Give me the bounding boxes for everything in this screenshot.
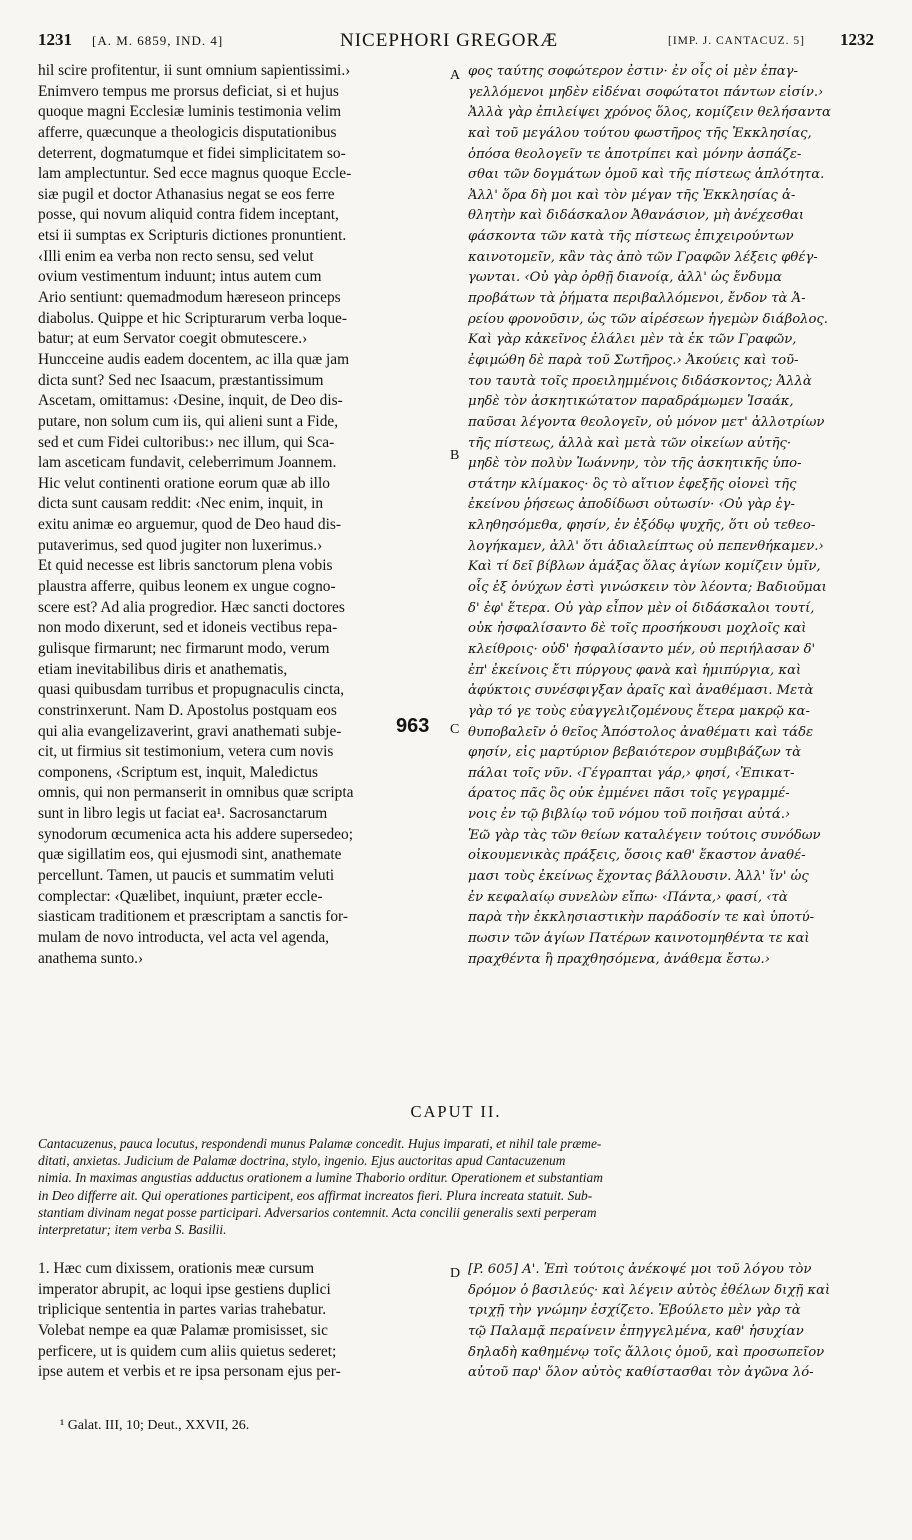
footnote: ¹ Galat. III, 10; Deut., XXVII, 26. [60, 1418, 250, 1433]
greek-text-line: μηδὲ τὸν ἀσκητικώτατον παραδράμωμεν Ἰσαάκ, [468, 394, 794, 410]
greek-text-line: ἐπ' ἐκείνοις ἔτι πύργους φανὰ καὶ ἡμιπύργια, καὶ [468, 662, 802, 678]
latin-text-line: hil scire profitentur, ii sunt omnium sapientissimi.› [38, 62, 351, 79]
greek-text-line: πωσιν τῶν ἁγίων Πατέρων καινοτομηθέντα τε καὶ [468, 930, 810, 946]
latin-text-line: sed et cum Fidei cultoribus:› nec illum, qui Sca- [38, 433, 335, 451]
greek-text-line: γὰρ τό γε τοὺς εὐαγγελιζομένους ἕτερα μακρῷ κα- [468, 703, 810, 719]
latin-text-line: plaustra afferre, quibus leonem ex ungue cogno- [38, 578, 336, 596]
latin-text-line: 1. Hæc cum dixissem, orationis meæ cursum [38, 1260, 315, 1277]
greek-text-line: ρείου φρονοῦσιν, ὡς τῶν αἱρέσεων ἡγεμὼν διάβολος. [468, 311, 829, 327]
greek-text-line: άρατος πᾶς ὃς οὐκ ἐμμένει πᾶσι τοῖς γεγραμμέ- [468, 786, 790, 802]
latin-text-line: omnis, qui non permanserit in omnibus quæ scripta [38, 784, 354, 802]
greek-text-line: τῷ Παλαμᾷ περαίνειν ἐπηγγελμένα, καθ' ἡσυχίαν [468, 1323, 804, 1339]
greek-text-line: νοις ἐν τῷ βιβλίῳ τοῦ νόμου τοῦ ποιῆσαι αὐτά.› [468, 807, 791, 823]
greek-text-line: αὐτοῦ παρ' ὅλον αὐτὸς καθίστασθαι τὸν ἀγῶνα λό- [468, 1365, 814, 1381]
latin-text-line: scere est? Ad alia progredior. Hæc sancti doctores [38, 598, 345, 616]
greek-text-line: δηλαδὴ καθημένῳ τοῖς ἄλλοις ὁμοῦ, καὶ προσωπεῖον [468, 1344, 825, 1360]
latin-text-line: complectar: ‹Quælibet, inquiunt, præter eccle- [38, 887, 323, 905]
latin-text-line: ipse autem et verbis et re ipsa personam ejus per- [38, 1363, 341, 1381]
latin-text-line: quoque magni Ecclesiæ luminis testimonia velim [38, 103, 342, 121]
summary-line: stantiam divinam negat posse participari. Adversarios contemnit. Acta concilii generalis sexti perperam [38, 1204, 597, 1220]
latin-text-line: qui alia evangelizaverint, gravi anathemati subje- [38, 722, 342, 740]
margin-marker-c: C [450, 722, 460, 737]
greek-text-line: Ἐῶ γὰρ τὰς τῶν θείων καταλέγειν τούτοις συνόδων [468, 827, 821, 843]
left-page-number: 1231 [38, 30, 72, 49]
greek-text-line: Ἀλλὰ γὰρ ἐπιλείψει χρόνος ὅλος, κομίζειν θελήσαντα [468, 105, 831, 121]
running-title: NICEPHORI GREGORÆ [340, 30, 559, 51]
greek-text-line: παρὰ τὴν ἐκκλησιαστικὴν παράδοσίν τε καὶ ὑποτύ- [468, 910, 815, 926]
latin-text-line: imperator abrupit, ac loqui ipse gestiens duplici [38, 1280, 331, 1298]
greek-column-top [468, 62, 878, 970]
greek-text-line: τῆς πίστεως, ἀλλὰ καὶ μετὰ τῶν οἰκείων αὐτῆς· [468, 435, 792, 451]
latin-text-line: synodorum œcumenica acta his addere supersedeo; [38, 825, 353, 843]
greek-text-line: Καὶ γὰρ κἀκεῖνος ἐλάλει μὲν τὰ ἐκ τῶν Γραφῶν, [468, 332, 797, 348]
right-running-info: [IMP. J. CANTACUZ. 5] [668, 35, 805, 47]
greek-text-line: γελλόμενοι μηδὲν εἰδέναι σοφώτατοι πάντων εἰσίν.› [468, 84, 824, 100]
latin-text-line: dicta sunt causam reddit: ‹Nec enim, inquit, in [38, 495, 324, 513]
greek-text-line: Καὶ τί δεῖ βίβλων ἁμάξας ὅλας ἁγίων κομίζειν ὑμῖν, [468, 559, 821, 575]
latin-text-line: exitu animæ eo arguemur, quod de Deo haud dis- [38, 516, 341, 534]
latin-text-line: Enimvero tempus me prorsus deficiat, si et hujus [38, 82, 339, 100]
latin-text-line: mulam de novo introducta, vel acta vel agenda, [38, 928, 330, 946]
greek-text-line: μασι τοὺς ἐκείνως ἔχοντας βάλλουσιν. Ἀλλ' ἵν' ὡς [468, 868, 809, 884]
latin-text-line: afferre, quæcunque a theologicis disputationibus [38, 123, 337, 141]
greek-text-line: ἀφύκτοις συνέσφιγξαν ἀραῖς καὶ ἀναθέμασι. Μετὰ [468, 683, 814, 699]
margin-marker-d: D [450, 1266, 461, 1281]
greek-text-line: του ταυτὰ τοῖς προειλημμένοις διδάσκοντος; Ἀλλὰ [468, 373, 812, 389]
left-running-info: [A. M. 6859, IND. 4] [92, 33, 224, 48]
greek-text-line: οἷς ἐξ ὀνύχων ἐστὶ γινώσκειν τὸν λέοντα; Βαδιοῦμαι [468, 580, 827, 596]
latin-text-line: quasi quibusdam turribus et propugnaculis cincta, [38, 681, 345, 699]
latin-text-line: diabolus. Quippe et hic Scripturarum verba loque- [38, 309, 348, 327]
greek-text-line: φος ταύτης σοφώτερον ἐστιν· ἐν οἷς οἱ μὲν ἐπαγ- [468, 64, 799, 79]
latin-text-line: Huncceine audis eadem docentem, ac illa quæ jam [38, 350, 350, 368]
greek-text-line: δ' ἐφ' ἕτερα. Οὐ γὰρ εἶπον μὲν οἱ διδάσκαλοι τουτί, [468, 600, 815, 616]
summary-line: ditati, anxietas. Judicium de Palamæ doctrina, stylo, ingenio. Ejus auctoritas apud Cantacuzenum [38, 1153, 566, 1169]
greek-text-line: τριχῇ τὴν γνώμην ἐσχίζετο. Ἐβούλετο μὲν γὰρ τὰ [468, 1303, 801, 1319]
greek-text-line: στάτην κλίμακος· ὃς τὸ αἴτιον ἐφεξῆς οἰονεὶ τῆς [468, 476, 797, 492]
greek-text-line: καὶ τοῦ μεγάλου τούτου φωστῆρος τῆς Ἐκκλησίας, [468, 125, 812, 141]
summary-line: Cantacuzenus, pauca locutus, respondendi munus Palamæ concedit. Hujus imparati, et nihil tale præme- [38, 1136, 602, 1151]
latin-text-line: percellunt. Tamen, ut paucis et summatim veluti [38, 866, 335, 884]
greek-text-line: θυποβαλεῖν ὁ θεῖος Ἀπόστολος ἀναθέματι καὶ τάδε [468, 724, 814, 740]
greek-text-line: μηδὲ τὸν πολὺν Ἰωάννην, τὸν τῆς ἀσκητικῆς ὑπο- [468, 456, 802, 472]
latin-column-bottom [38, 1260, 446, 1384]
greek-text-line: ἐκείνου ῥήσεως ἀποδίδωσι οὑτωσίν· ‹Οὐ γὰρ ἐγ- [468, 497, 795, 513]
latin-text-line: etiam inevitabilibus diris et anathematis, [38, 660, 288, 678]
greek-text-line: θλητὴν καὶ διδάσκαλον Ἀθανάσιον, μὴ ἀνέχεσθαι [468, 208, 805, 224]
greek-text-line: δρόμον ὁ βασιλεύς· καὶ λέγειν αὐτὸς ἐθέλων διχῇ καὶ [468, 1282, 831, 1298]
greek-text-line: λογήκαμεν, ἀλλ' ὅτι ἀδιαλείπτως οὐ πεπενθήκαμεν.› [468, 538, 824, 554]
summary-line: interpretatur; item verba S. Basilii. [38, 1221, 227, 1237]
latin-text-line: triplicique sententia in partes varias trahebatur. [38, 1301, 327, 1319]
latin-text-line: siasticam traditionem et præscriptam a sanctis for- [38, 908, 348, 926]
latin-text-line: etsi ii sumptas ex Scripturis dictiones pronuntient. [38, 227, 347, 245]
latin-text-line: perficere, ut is quidem cum aliis quietus sederet; [38, 1342, 337, 1360]
greek-text-line: ἐν κεφαλαίῳ συνελὼν εἴπω· ‹Πάντα,› φασί, ‹τὰ [468, 889, 788, 905]
latin-text-line: batur; at eum Servator coegit obmutescere.› [38, 330, 308, 348]
column-number: 963 [396, 715, 430, 737]
latin-text-line: non modo dixerunt, sed et idoneis vectibus repa- [38, 619, 338, 637]
greek-text-line: Ἀλλ' ὅρα δὴ μοι καὶ τὸν μέγαν τῆς Ἐκκλησίας ἀ- [468, 187, 796, 203]
latin-text-line: lam amplectuntur. Sed ecce magnus quoque Eccle- [38, 165, 352, 183]
summary-line: nimia. In maximas angustias adductus orationem a lumine Thaborio orditur. Operationem et substantiam [38, 1170, 603, 1186]
greek-text-line: κληθησόμεθα, φησίν, ἐν ἐξόδῳ ψυχῆς, ὅτι οὐ τεθεο- [468, 518, 816, 534]
greek-text-line: οἰκουμενικὰς πράξεις, ὅσοις καθ' ἕκαστον ἀναθέ- [468, 848, 806, 864]
page-header [38, 30, 874, 60]
latin-text-line: constrinxerunt. Nam D. Apostolus postquam eos [38, 701, 337, 719]
greek-text-line: οὐκ ἠσφαλίσαντο δὲ τοῖς προσήκουσι μοχλοῖς καὶ [468, 621, 807, 637]
latin-text-line: posse, qui novum aliquid contra fidem inceptant, [38, 206, 339, 224]
margin-marker-b: B [450, 448, 460, 463]
greek-text-line: γωνται. ‹Οὐ γὰρ ὀρθῇ διανοίᾳ, ἀλλ' ὡς ἔνδυμα [468, 270, 782, 286]
greek-text-line: πάλαι τοῖς νῦν. ‹Γέγραπται γάρ,› φησί, ‹Ἐπικατ- [468, 765, 795, 781]
latin-text-line: siæ pugil et doctor Athanasius negat se eos ferre [38, 185, 335, 203]
greek-text-line: σθαι τῶν δογμάτων ὁμοῦ καὶ τῆς πίστεως ἁπλότητα. [468, 167, 825, 183]
latin-text-line: sunt in libro legis ut faciat ea¹. Sacrosanctarum [38, 805, 328, 823]
latin-text-line: ovium vestimentum induunt; intus autem cum [38, 268, 322, 286]
latin-text-line: lam asceticam fundavit, celeberrimum Joannem. [38, 454, 337, 472]
chapter-summary [38, 1136, 880, 1239]
latin-text-line: putaverimus, sed quod jugiter non luxerimus.› [38, 536, 323, 554]
latin-text-line: cit, ut firmius sit testimonium, vetera cum novis [38, 743, 334, 761]
greek-text-line: φησίν, εἰς μαρτύριον βεβαιότερον συμβιβάζων τὰ [468, 745, 801, 761]
latin-text-line: Ario sentiunt: quemadmodum hæreseon princeps [38, 289, 341, 307]
greek-text-line: κλείθροις· οὐδ' ἠσφαλίσαντο μέν, οὐ περιήλασαν δ' [468, 641, 816, 657]
latin-text-line: Volebat nempe ea quæ Palamæ promisisset, sic [38, 1321, 328, 1339]
latin-text-line: putare, non solum cum iis, qui alieni sunt a Fide, [38, 412, 339, 430]
latin-text-line: deterrent, dogmatumque et fidei simplicitatem so- [38, 144, 346, 162]
greek-text-line: πραχθέντα ἢ πραχθησόμενα, ἀνάθεμα ἔστω.› [468, 951, 770, 967]
greek-text-line: ἐφιμώθη δὲ παρὰ τοῦ Σωτῆρος.› Ἀκούεις καὶ τοῦ- [468, 352, 799, 368]
greek-text-line: παῦσαι λέγοντα θεολογεῖν, οὐ μόνον μετ' ἀλλοτρίων [468, 414, 825, 430]
greek-text-line: καινοτομεῖν, κἂν τὰς ἀπὸ τῶν Γραφῶν λέξεις φθέγ- [468, 249, 818, 265]
latin-text-line: Et quid necesse est libris sanctorum plena vobis [38, 557, 333, 575]
greek-text-line: φάσκοντα τῶν κατὰ τῆς πίστεως ἐπιχειρούντων [468, 229, 794, 245]
latin-text-line: componens, ‹Scriptum est, inquit, Maledictus [38, 763, 318, 781]
latin-text-line: anathema sunto.› [38, 949, 144, 967]
summary-line: in Deo differre ait. Qui operationes participent, eos affirmat increatos fieri. Plura increata statuit. Sub- [38, 1187, 593, 1203]
latin-text-line: Ascetam, omittamus: ‹Desine, inquit, de Deo dis- [38, 392, 343, 410]
margin-marker-a: A [450, 68, 461, 83]
latin-text-line: quæ sigillatim eos, qui ejusmodi sint, anathemate [38, 846, 342, 864]
greek-text-line: προβάτων τὰ ῥήματα περιβαλλόμενοι, ἔνδον τὰ Ἀ- [468, 291, 806, 307]
greek-text-line: ὁπόσα θεολογεῖν τε ἀποτρίπει καὶ μόνην ἀσπάζε- [468, 146, 802, 162]
greek-column-bottom [468, 1260, 878, 1384]
greek-text-line: [P. 605] Α'. Ἐπὶ τούτοις ἀνέκοψέ μοι τοῦ λόγου τὸν [468, 1262, 812, 1277]
right-page-number: 1232 [840, 30, 874, 49]
latin-column-top [38, 62, 446, 970]
latin-text-line: gulisque firmarunt; nec firmarunt modo, verum [38, 639, 330, 657]
latin-text-line: ‹Illi enim ea verba non recto sensu, sed velut [38, 247, 314, 265]
latin-text-line: dicta sunt? Sed nec Isaacum, præstantissimum [38, 371, 324, 389]
chapter-heading: CAPUT II. [410, 1102, 502, 1121]
latin-text-line: Hic velut continenti oratione eorum quæ ab illo [38, 474, 330, 492]
